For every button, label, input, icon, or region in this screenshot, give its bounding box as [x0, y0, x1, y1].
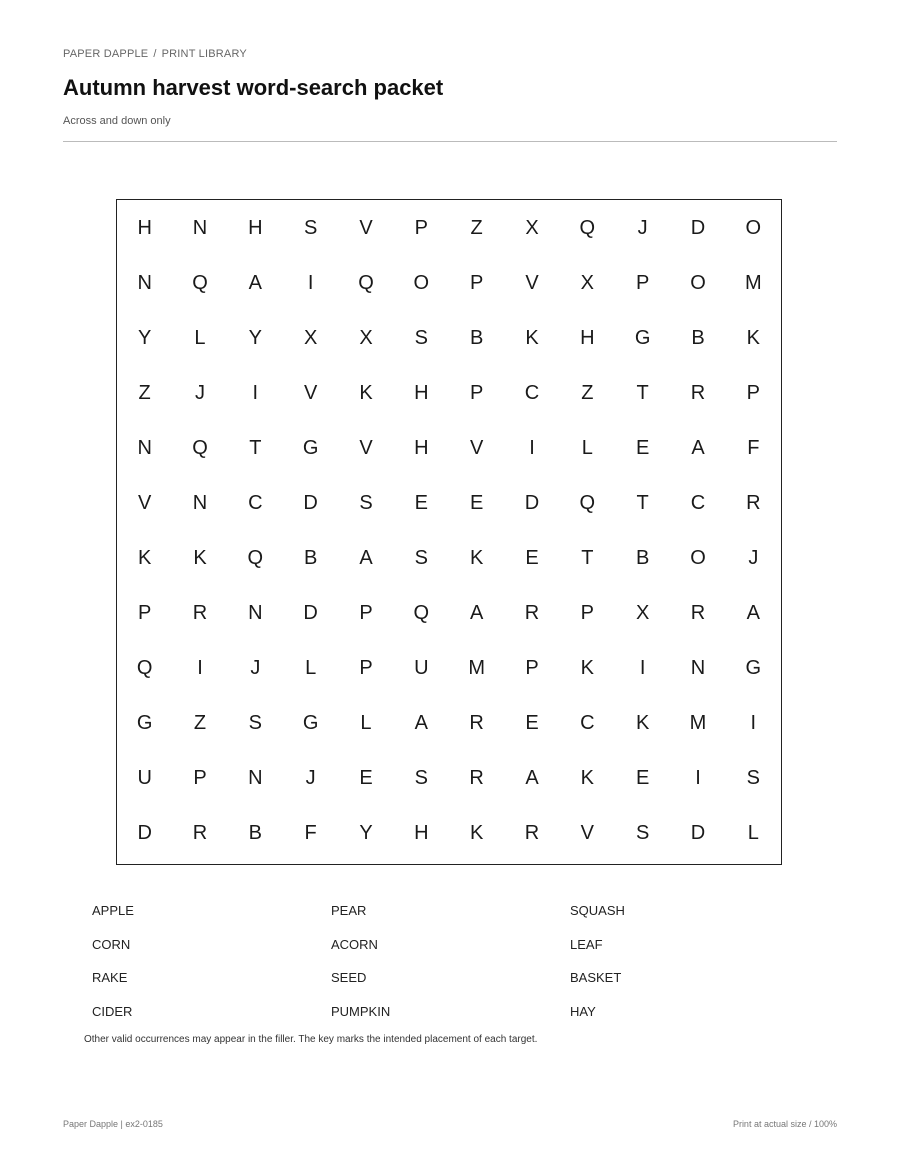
grid-cell: B [469, 327, 484, 349]
grid-cell: Q [579, 217, 596, 239]
grid-cell: A [248, 272, 262, 294]
grid-cell: R [524, 822, 540, 844]
grid-cell: R [524, 602, 540, 624]
grid-cell: B [303, 547, 318, 569]
grid-cell: I [307, 272, 314, 294]
grid-cell: G [745, 657, 762, 679]
grid-cell: R [746, 492, 761, 514]
grid-cell: J [637, 217, 648, 239]
grid-cell: J [250, 657, 261, 679]
grid-cell: H [137, 217, 152, 239]
grid-cell: R [192, 822, 208, 844]
grid-cell: K [469, 822, 484, 844]
grid-cell: K [469, 547, 484, 569]
grid-cell: A [691, 437, 705, 459]
grid-cell: N [690, 657, 706, 679]
grid-cell: Y [359, 822, 373, 844]
grid-cell: Q [192, 272, 208, 294]
word-bank-item: CORN [92, 936, 131, 952]
grid-cell: X [635, 602, 650, 624]
grid-cell: D [303, 602, 318, 624]
grid-cell: M [689, 712, 707, 734]
grid-cell: H [248, 217, 263, 239]
grid-cell: G [302, 712, 319, 734]
grid-cell: P [635, 272, 650, 294]
grid-cell: H [414, 382, 429, 404]
grid-cell: N [137, 272, 152, 294]
grid-cell: S [248, 712, 262, 734]
grid-cell: K [635, 712, 650, 734]
grid-cell: J [194, 382, 205, 404]
grid-cell: C [248, 492, 263, 514]
grid-cell: A [469, 602, 484, 624]
grid-cell: H [580, 327, 595, 349]
grid-cell: U [137, 767, 152, 789]
word-bank-item: RAKE [92, 970, 128, 985]
grid-cell: P [414, 217, 428, 239]
breadcrumb-section: PRINT LIBRARY [161, 48, 247, 60]
grid-cell: N [192, 217, 208, 239]
grid-cell: V [137, 492, 152, 514]
grid-cell: P [746, 382, 760, 404]
grid-cell: A [525, 767, 539, 789]
footer-print-hint: Print at actual size / 100% [732, 1119, 837, 1129]
grid-cell: G [634, 327, 651, 349]
grid-cell: Z [470, 217, 483, 239]
grid-cell: T [636, 382, 649, 404]
grid-cell: P [137, 602, 152, 624]
word-search-grid [116, 199, 782, 865]
grid-cell: E [414, 492, 428, 514]
grid-cell: Q [192, 437, 208, 459]
grid-cell: E [525, 547, 539, 569]
word-bank-item: SEED [331, 970, 367, 985]
grid-cell: M [468, 657, 485, 679]
grid-cell: X [359, 327, 373, 349]
grid-cell: K [359, 382, 373, 404]
grid-cell: F [747, 437, 760, 459]
grid-cell: U [414, 657, 429, 679]
grid-cell: G [136, 712, 153, 734]
word-bank-item: APPLE [92, 903, 134, 918]
grid-cell: R [690, 602, 706, 624]
grid-cell: R [690, 382, 706, 404]
grid-cell: P [469, 272, 484, 294]
grid-cell: P [193, 767, 207, 789]
grid-cell: H [414, 437, 429, 459]
grid-cell: N [248, 602, 263, 624]
grid-cell: X [580, 272, 594, 294]
grid-cell: R [469, 767, 484, 789]
grid-cell: Y [137, 327, 152, 349]
grid-cell: V [359, 217, 373, 239]
grid-cell: D [524, 492, 540, 514]
grid-cell: T [636, 492, 649, 514]
grid-cell: C [690, 492, 706, 514]
page-subtitle: Across and down only [63, 115, 171, 127]
grid-cell: L [305, 657, 317, 679]
grid-cell: H [414, 822, 429, 844]
word-bank-item: ACORN [331, 936, 378, 952]
grid-cell: V [580, 822, 594, 844]
grid-cell: P [359, 657, 373, 679]
word-bank-item: HAY [570, 1003, 596, 1019]
grid-cell: D [303, 492, 318, 514]
breadcrumb-publisher: PAPER DAPPLE [63, 48, 149, 60]
grid-cell: K [746, 327, 760, 349]
grid-cell: T [249, 437, 262, 459]
grid-cell: O [745, 217, 762, 239]
grid-cell: Z [581, 382, 594, 404]
grid-cell: V [525, 272, 539, 294]
grid-cell: Y [248, 327, 262, 349]
grid-cell: X [303, 327, 318, 349]
grid-cell: I [695, 767, 701, 789]
grid-cell: V [469, 437, 484, 459]
grid-cell: S [414, 767, 428, 789]
grid-cell: E [635, 437, 650, 459]
word-bank-item: LEAF [570, 936, 603, 952]
grid-cell: E [635, 767, 650, 789]
grid-cell: L [360, 712, 372, 734]
grid-cell: E [525, 712, 539, 734]
filler-note: Other valid occurrences may appear in the filler. The key marks the intended placement of each target. [84, 1034, 538, 1045]
grid-cell: Z [138, 382, 151, 404]
word-bank-item: PEAR [331, 903, 367, 918]
grid-cell: S [414, 327, 428, 349]
grid-cell: Q [136, 657, 153, 679]
grid-cell: P [580, 602, 594, 624]
grid-cell: I [197, 657, 203, 679]
grid-cell: I [639, 657, 646, 679]
grid-cell: O [690, 547, 706, 569]
grid-cell: P [525, 657, 539, 679]
grid-cell: K [580, 657, 594, 679]
grid-cell: C [580, 712, 595, 734]
grid-cell: K [525, 327, 539, 349]
grid-cell: A [746, 602, 760, 624]
footer-document-id: Paper Dapple | ex2-0185 [63, 1119, 163, 1129]
grid-cell: F [304, 822, 317, 844]
grid-cell: L [747, 822, 759, 844]
page-title: Autumn harvest word-search packet [63, 75, 444, 100]
grid-cell: Q [579, 492, 596, 514]
grid-cell: P [469, 382, 484, 404]
grid-cell: D [690, 822, 706, 844]
grid-cell: K [193, 547, 207, 569]
grid-cell: I [529, 437, 535, 459]
grid-cell: V [359, 437, 373, 459]
breadcrumb-separator: / [153, 48, 157, 60]
grid-cell: D [690, 217, 706, 239]
grid-cell: S [746, 767, 760, 789]
grid-cell: T [581, 547, 594, 569]
grid-cell: Z [193, 712, 207, 734]
word-bank-item: PUMPKIN [331, 1003, 391, 1019]
grid-cell: I [252, 382, 259, 404]
word-bank-item: SQUASH [570, 903, 625, 918]
grid-cell: P [359, 602, 373, 624]
grid-cell: K [580, 767, 594, 789]
grid-cell: R [469, 712, 484, 734]
grid-cell: J [305, 767, 316, 789]
grid-cell: B [635, 547, 650, 569]
grid-cell: Q [413, 602, 430, 624]
grid-cell: L [581, 437, 593, 459]
grid-cell: B [691, 327, 705, 349]
grid-cell: A [359, 547, 373, 569]
breadcrumb [63, 48, 247, 60]
header-divider [63, 141, 837, 142]
grid-cell: L [194, 327, 206, 349]
grid-cell: C [524, 382, 540, 404]
grid-cell: X [525, 217, 539, 239]
grid-cell: M [744, 272, 762, 294]
grid-cell: J [748, 547, 759, 569]
grid-cell: S [635, 822, 650, 844]
grid-cell: E [359, 767, 373, 789]
grid-cell: S [414, 547, 428, 569]
grid-cell: S [359, 492, 373, 514]
word-bank-item: BASKET [570, 970, 622, 985]
word-bank-item: CIDER [92, 1003, 133, 1019]
grid-cell: R [192, 602, 208, 624]
grid-cell: G [302, 437, 319, 459]
grid-cell: N [248, 767, 263, 789]
grid-cell: V [303, 382, 318, 404]
grid-cell: E [469, 492, 484, 514]
grid-cell: B [248, 822, 262, 844]
grid-cell: O [690, 272, 706, 294]
grid-cell: S [303, 217, 318, 239]
grid-cell: Q [358, 272, 374, 294]
word-bank [92, 903, 812, 1037]
grid-cell: D [137, 822, 152, 844]
grid-cell: I [750, 712, 757, 734]
grid-cell: N [137, 437, 152, 459]
grid-cell: O [413, 272, 430, 294]
grid-cell: K [137, 547, 152, 569]
grid-cell: N [192, 492, 208, 514]
grid-cell: Q [247, 547, 264, 569]
grid-cell: A [414, 712, 428, 734]
